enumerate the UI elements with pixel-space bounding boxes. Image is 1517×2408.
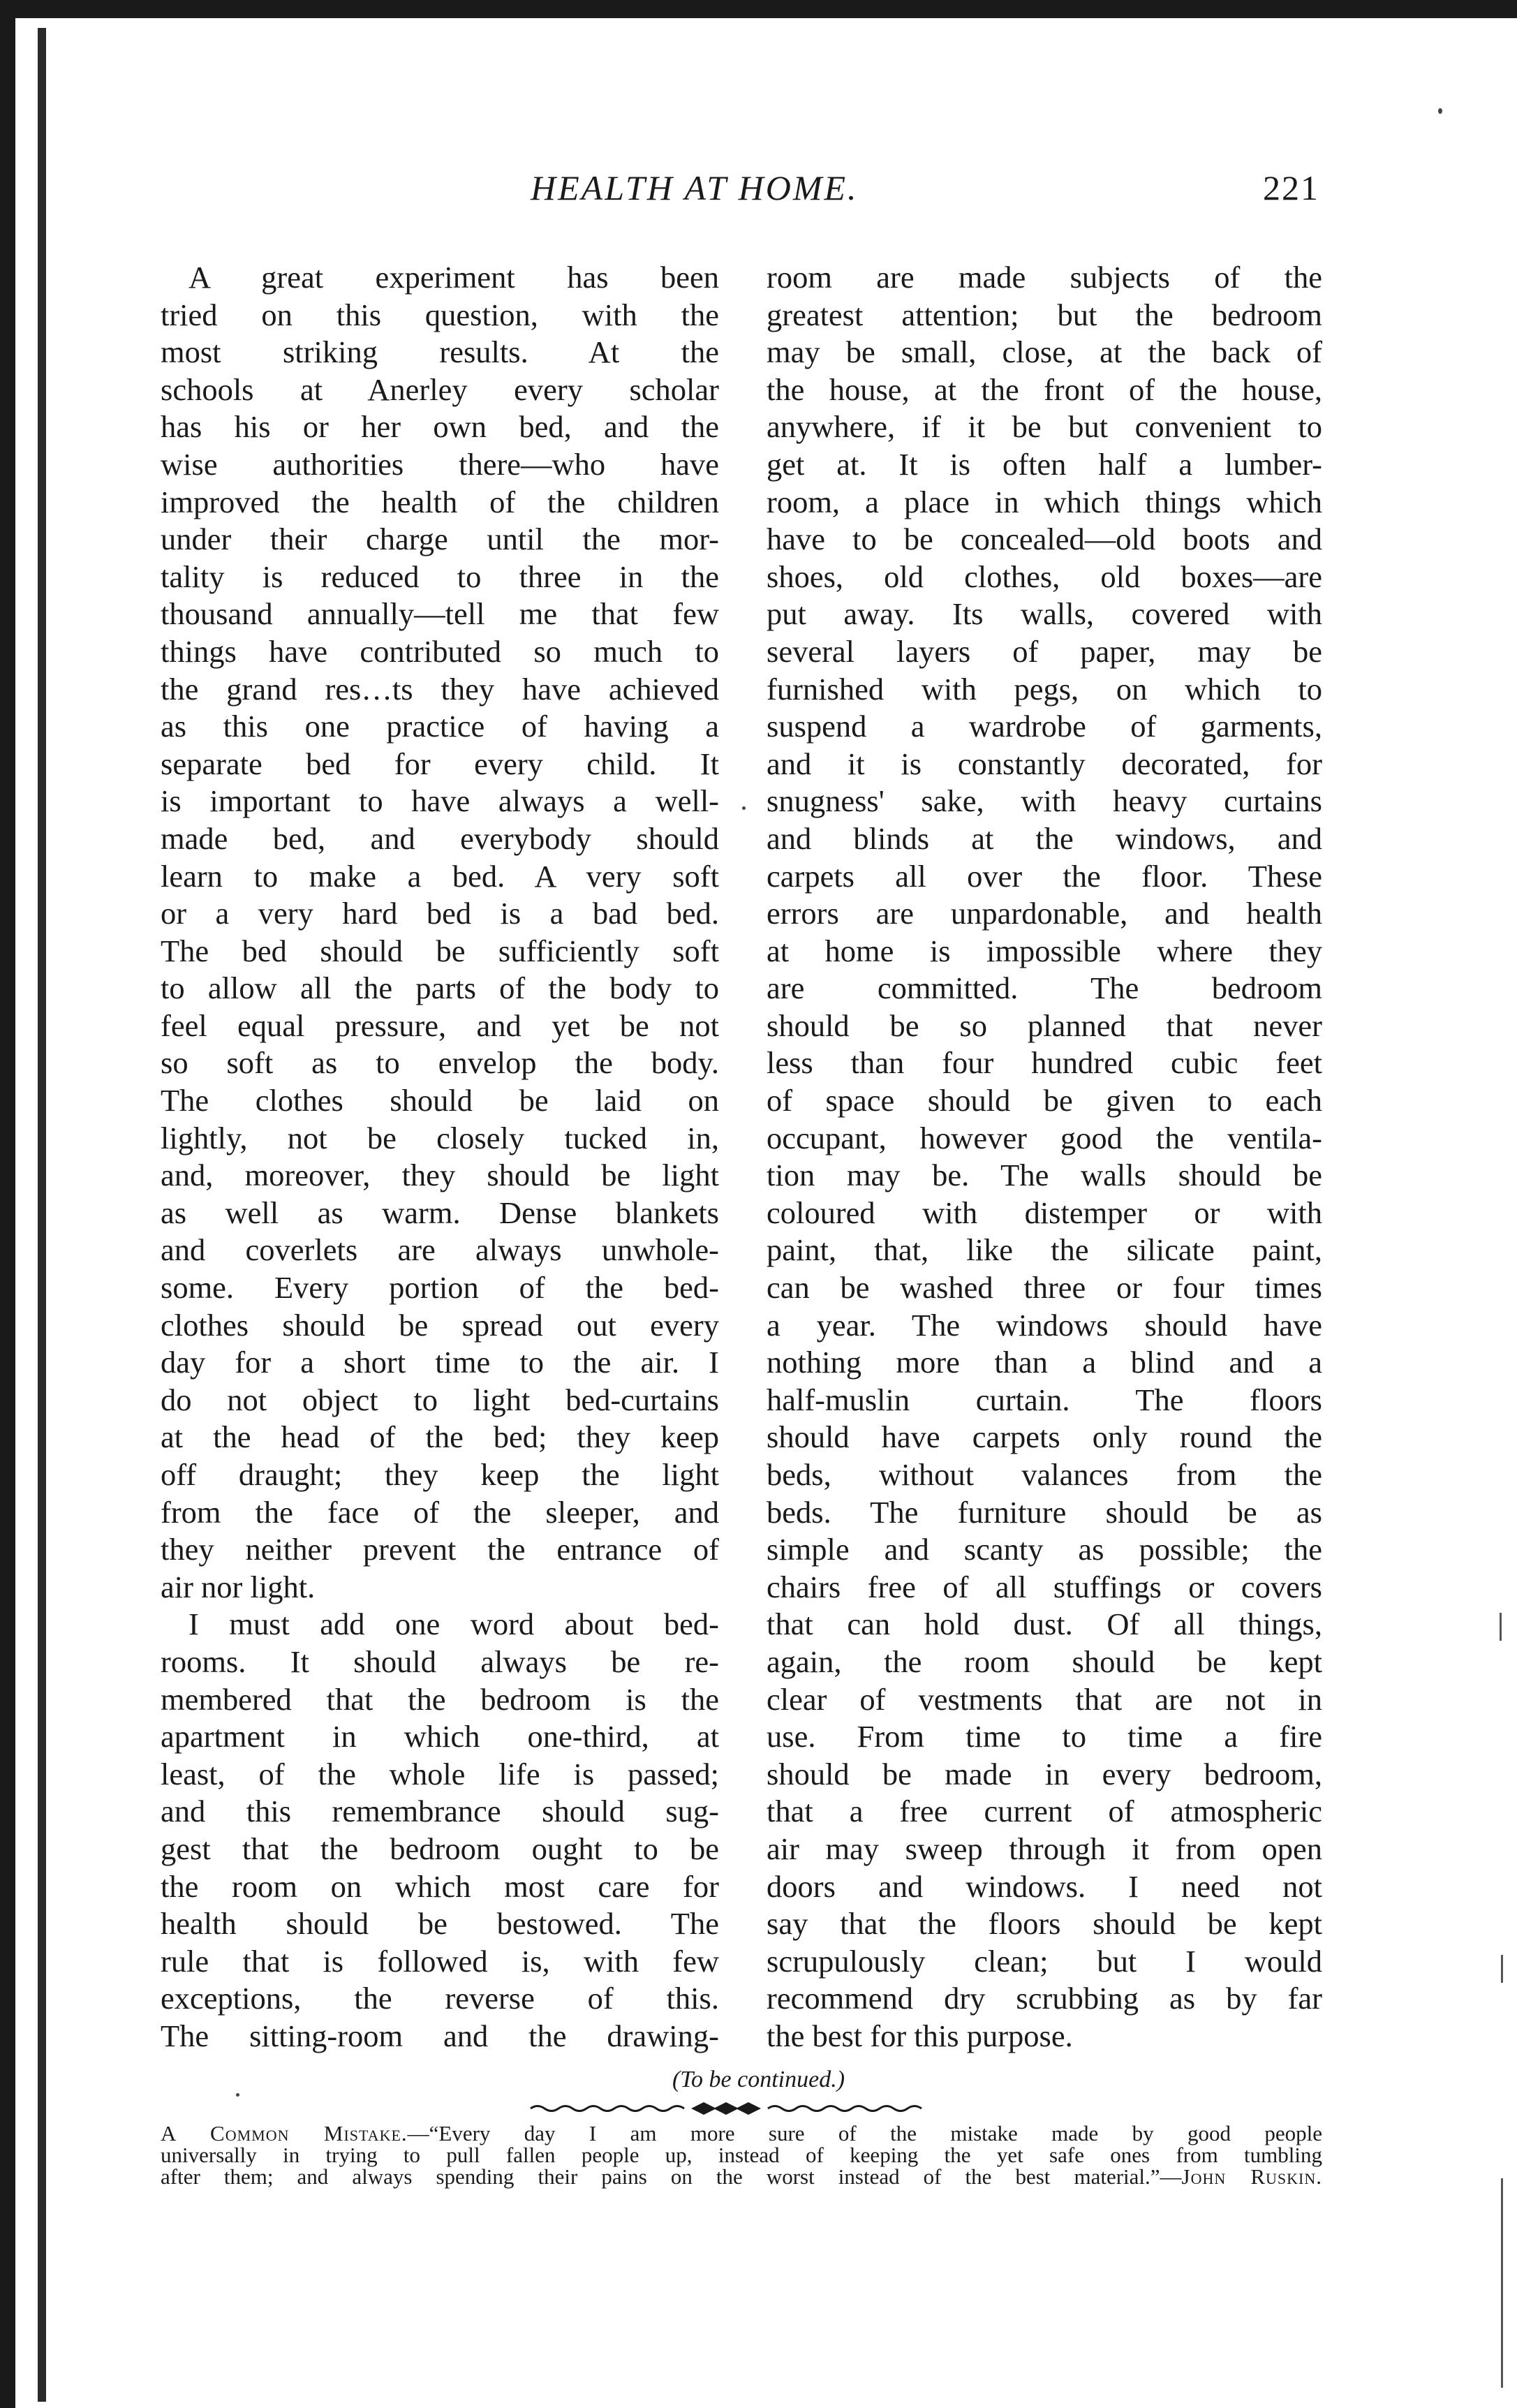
text-line: to allow all the parts of the body to <box>161 970 719 1006</box>
text-line: carpets all over the floor. These <box>767 858 1322 894</box>
text-line: health should be bestowed. The <box>161 1906 719 1942</box>
text-line: rule that is followed is, with few <box>161 1943 719 1979</box>
text-line: do not object to light bed-curtains <box>161 1382 719 1417</box>
running-title: HEALTH AT HOME. <box>531 168 859 207</box>
text-line: the grand res…ts they have achieved <box>161 671 719 707</box>
text-line: tality is reduced to three in the <box>161 559 719 594</box>
text-line: from the face of the sleeper, and <box>161 1494 719 1530</box>
footnote-text: after them; and always spending their pains on the worst instead of the best material.”— <box>161 2164 1182 2189</box>
text-line: has his or her own bed, and the <box>161 409 719 445</box>
text-line: greatest attention; but the bedroom <box>767 297 1322 332</box>
text-line: improved the health of the children <box>161 484 719 519</box>
text-line: as this one practice of having a <box>161 709 719 744</box>
text-line: furnished with pegs, on which to <box>767 671 1322 707</box>
text-line: at the head of the bed; they keep <box>161 1419 719 1455</box>
text-line: membered that the bedroom is the <box>161 1681 719 1717</box>
text-line: should be made in every bedroom, <box>767 1756 1322 1792</box>
page-speck <box>1438 108 1442 114</box>
text-line: tion may be. The walls should be <box>767 1158 1322 1193</box>
text-line: recommend dry scrubbing as by far <box>767 1981 1322 2016</box>
text-line: feel equal pressure, and yet be not <box>161 1007 719 1043</box>
text-line: should be so planned that never <box>767 1007 1322 1043</box>
margin-mark <box>1500 1613 1502 1641</box>
text-line: nothing more than a blind and a <box>767 1345 1322 1380</box>
text-line: simple and scanty as possible; the <box>767 1532 1322 1567</box>
text-line: that a free current of atmospheric <box>767 1794 1322 1829</box>
text-line: exceptions, the reverse of this. <box>161 1981 719 2016</box>
text-line: The clothes should be laid on <box>161 1083 719 1118</box>
text-line: suspend a wardrobe of garments, <box>767 709 1322 744</box>
text-line: clothes should be spread out every <box>161 1307 719 1343</box>
text-line: occupant, however good the ventila- <box>767 1120 1322 1155</box>
text-line: is important to have always a well- <box>161 783 719 819</box>
text-line: and this remembrance should sug- <box>161 1794 719 1829</box>
page-number: 221 <box>1263 168 1319 207</box>
ornament-divider <box>524 2098 928 2119</box>
text-line: rooms. It should always be re- <box>161 1644 719 1679</box>
text-line: snugness' sake, with heavy curtains <box>767 783 1322 819</box>
text-line: and, moreover, they should be light <box>161 1158 719 1193</box>
text-line: some. Every portion of the bed- <box>161 1270 719 1306</box>
text-line: scrupulously clean; but I would <box>767 1943 1322 1979</box>
text-line: shoes, old clothes, old boxes—are <box>767 559 1322 594</box>
text-line: and blinds at the windows, and <box>767 820 1322 856</box>
text-line: under their charge until the mor- <box>161 522 719 557</box>
text-line: put away. Its walls, covered with <box>767 596 1322 632</box>
footnote-line: universally in trying to pull fallen people up, instead of keeping the yet safe ones from tumbling <box>161 2143 1322 2167</box>
text-line: can be washed three or four times <box>767 1270 1322 1306</box>
text-line: half-muslin curtain. The floors <box>767 1382 1322 1417</box>
footnote-line <box>161 2166 1322 2187</box>
text-line: again, the room should be kept <box>767 1644 1322 1679</box>
text-line: so soft as to envelop the body. <box>161 1045 719 1081</box>
text-line: tried on this question, with the <box>161 297 719 332</box>
text-line: use. From time to time a fire <box>767 1719 1322 1755</box>
text-line: that can hold dust. Of all things, <box>767 1606 1322 1642</box>
text-line: lightly, not be closely tucked in, <box>161 1120 719 1155</box>
text-line: get at. It is often half a lumber- <box>767 446 1322 482</box>
page-speck <box>236 2093 239 2097</box>
left-border-rule <box>0 0 15 2408</box>
text-line: less than four hundred cubic feet <box>767 1045 1322 1081</box>
text-line: a year. The windows should have <box>767 1307 1322 1343</box>
text-line: learn to make a bed. A very soft <box>161 858 719 894</box>
top-border-rule <box>0 0 1517 18</box>
text-line: coloured with distemper or with <box>767 1195 1322 1230</box>
text-line: A great experiment has been <box>188 260 719 295</box>
text-line: the room on which most care for <box>161 1868 719 1904</box>
text-line: the house, at the front of the house, <box>767 371 1322 407</box>
text-line: and coverlets are always unwhole- <box>161 1232 719 1268</box>
right-column-text <box>767 259 1322 2055</box>
page-header <box>161 168 1319 223</box>
text-line: least, of the whole life is passed; <box>161 1756 719 1792</box>
text-line: clear of vestments that are not in <box>767 1681 1322 1717</box>
text-line: at home is impossible where they <box>767 933 1322 968</box>
text-line: wise authorities there—who have <box>161 446 719 482</box>
text-line: may be small, close, at the back of <box>767 334 1322 370</box>
text-line: paint, that, like the silicate paint, <box>767 1232 1322 1268</box>
left-column-text <box>161 259 719 2055</box>
text-line: room, a place in which things which <box>767 484 1322 519</box>
text-line: or a very hard bed is a bad bed. <box>161 896 719 931</box>
page-speck <box>742 806 746 810</box>
text-line: thousand annually—tell me that few <box>161 596 719 632</box>
text-line: day for a short time to the air. I <box>161 1345 719 1380</box>
text-line: I must add one word about bed- <box>188 1606 719 1642</box>
text-line: should have carpets only round the <box>767 1419 1322 1455</box>
footnote-line <box>161 2122 1322 2144</box>
text-line: are committed. The bedroom <box>767 970 1322 1006</box>
text-line: anywhere, if it be but convenient to <box>767 409 1322 445</box>
text-line: they neither prevent the entrance of <box>161 1532 719 1567</box>
text-line: doors and windows. I need not <box>767 1868 1322 1904</box>
text-line: The sitting-room and the drawing- <box>161 2018 719 2053</box>
continued-note: (To be continued.) <box>672 2067 845 2092</box>
text-line: off draught; they keep the light <box>161 1457 719 1492</box>
text-line: of space should be given to each <box>767 1083 1322 1118</box>
text-line: and it is constantly decorated, for <box>767 746 1322 781</box>
text-line: gest that the bedroom ought to be <box>161 1831 719 1866</box>
text-line: beds, without valances from the <box>767 1457 1322 1492</box>
text-line: apartment in which one-third, at <box>161 1719 719 1755</box>
binding-shadow <box>38 28 46 2402</box>
text-line: have to be concealed—old boots and <box>767 522 1322 557</box>
text-line: several layers of paper, may be <box>767 633 1322 669</box>
text-line: say that the floors should be kept <box>767 1906 1322 1942</box>
footnote-author: John Ruskin. <box>1181 2164 1322 2189</box>
text-line: as well as warm. Dense blankets <box>161 1195 719 1230</box>
footnote-lead: A Common Mistake. <box>161 2121 408 2145</box>
margin-mark <box>1501 1955 1503 1983</box>
text-line: made bed, and everybody should <box>161 820 719 856</box>
footnote <box>161 2122 1322 2187</box>
text-line: separate bed for every child. It <box>161 746 719 781</box>
text-line: room are made subjects of the <box>767 260 1322 295</box>
text-line: schools at Anerley every scholar <box>161 371 719 407</box>
text-line: the best for this purpose. <box>767 2018 1073 2053</box>
text-line: The bed should be sufficiently soft <box>161 933 719 968</box>
text-line: errors are unpardonable, and health <box>767 896 1322 931</box>
text-line: things have contributed so much to <box>161 633 719 669</box>
text-line: air may sweep through it from open <box>767 1831 1322 1866</box>
margin-mark <box>1501 2178 1503 2388</box>
text-line: air nor light. <box>161 1569 316 1604</box>
text-line: beds. The furniture should be as <box>767 1494 1322 1530</box>
text-line: most striking results. At the <box>161 334 719 370</box>
text-line: chairs free of all stuffings or covers <box>767 1569 1322 1604</box>
footnote-text: —“Every day I am more sure of the mistake made by good people <box>407 2121 1322 2145</box>
